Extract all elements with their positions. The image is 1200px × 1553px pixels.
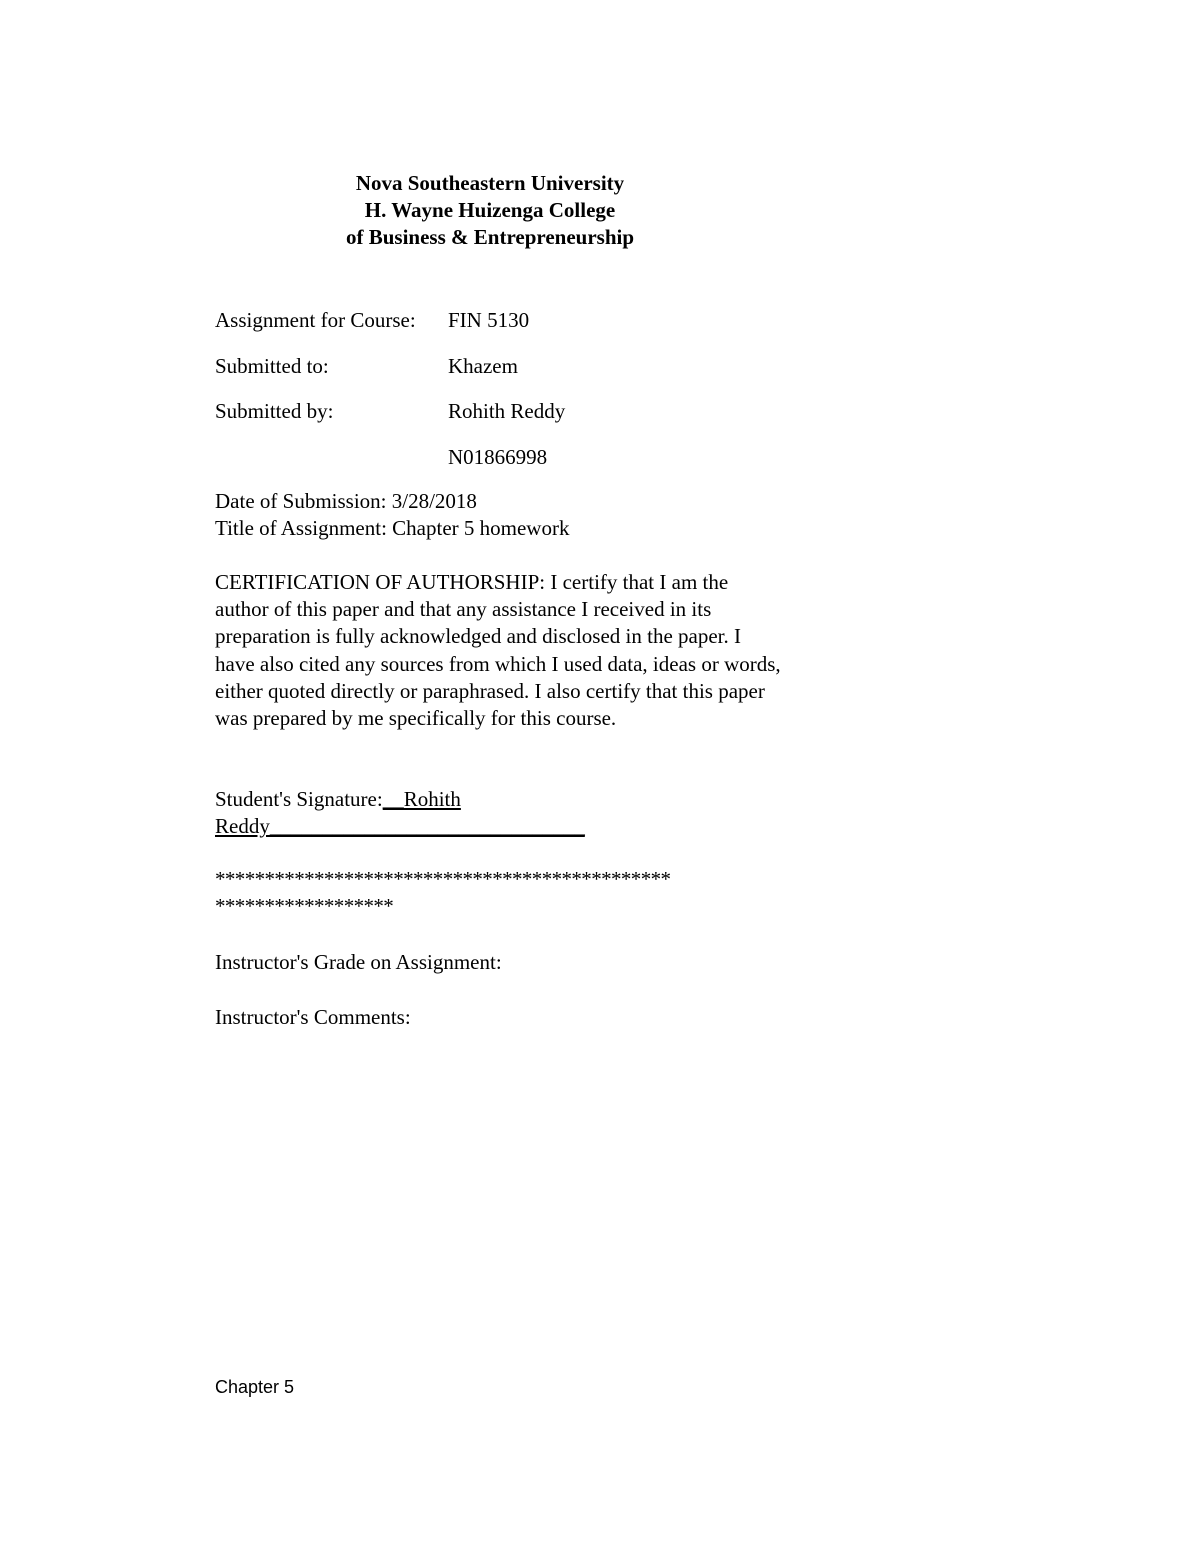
institution-header — [0, 170, 980, 251]
signature-label: Student's Signature: — [215, 787, 383, 811]
submitted-by-label: Submitted by: — [215, 399, 334, 423]
separator-line-1: ********************************************** — [215, 867, 671, 891]
separator-stars — [215, 866, 785, 920]
course-label: Assignment for Course: — [215, 308, 416, 332]
student-id: N01866998 — [448, 445, 548, 469]
signature-block — [215, 786, 615, 840]
certification-paragraph: CERTIFICATION OF AUTHORSHIP: I certify that I am the author of this paper and that any assistance I received in its preparation is fully acknowledged and disclosed in the paper. I have also cited any sources from which I used data, ideas or words, either quoted directly or paraphrased. I also certify that this paper was prepared by me specifically for this course. — [215, 570, 781, 731]
instructor-grade-label: Instructor's Grade on Assignment: — [215, 950, 502, 974]
separator-line-2: ****************** — [215, 894, 394, 918]
submitted-to-label: Submitted to: — [215, 354, 329, 378]
submission-info — [215, 488, 785, 542]
submitted-to-value: Khazem — [448, 354, 518, 378]
instructor-comments-label: Instructor's Comments: — [215, 1005, 411, 1029]
date-of-submission: Date of Submission: 3/28/2018 — [215, 489, 477, 513]
course-value: FIN 5130 — [448, 308, 530, 332]
signature-value-first: __Rohith — [382, 787, 461, 811]
page-footer: Chapter 5 — [215, 1377, 295, 1397]
title-of-assignment: Title of Assignment: Chapter 5 homework — [215, 516, 570, 540]
college-name-continued: of Business & Entrepreneurship — [345, 225, 635, 249]
signature-value-last: Reddy______________________________ — [215, 814, 585, 838]
college-name: H. Wayne Huizenga College — [364, 198, 616, 222]
university-name: Nova Southeastern University — [355, 171, 625, 195]
submitted-by-value: Rohith Reddy — [448, 399, 566, 423]
